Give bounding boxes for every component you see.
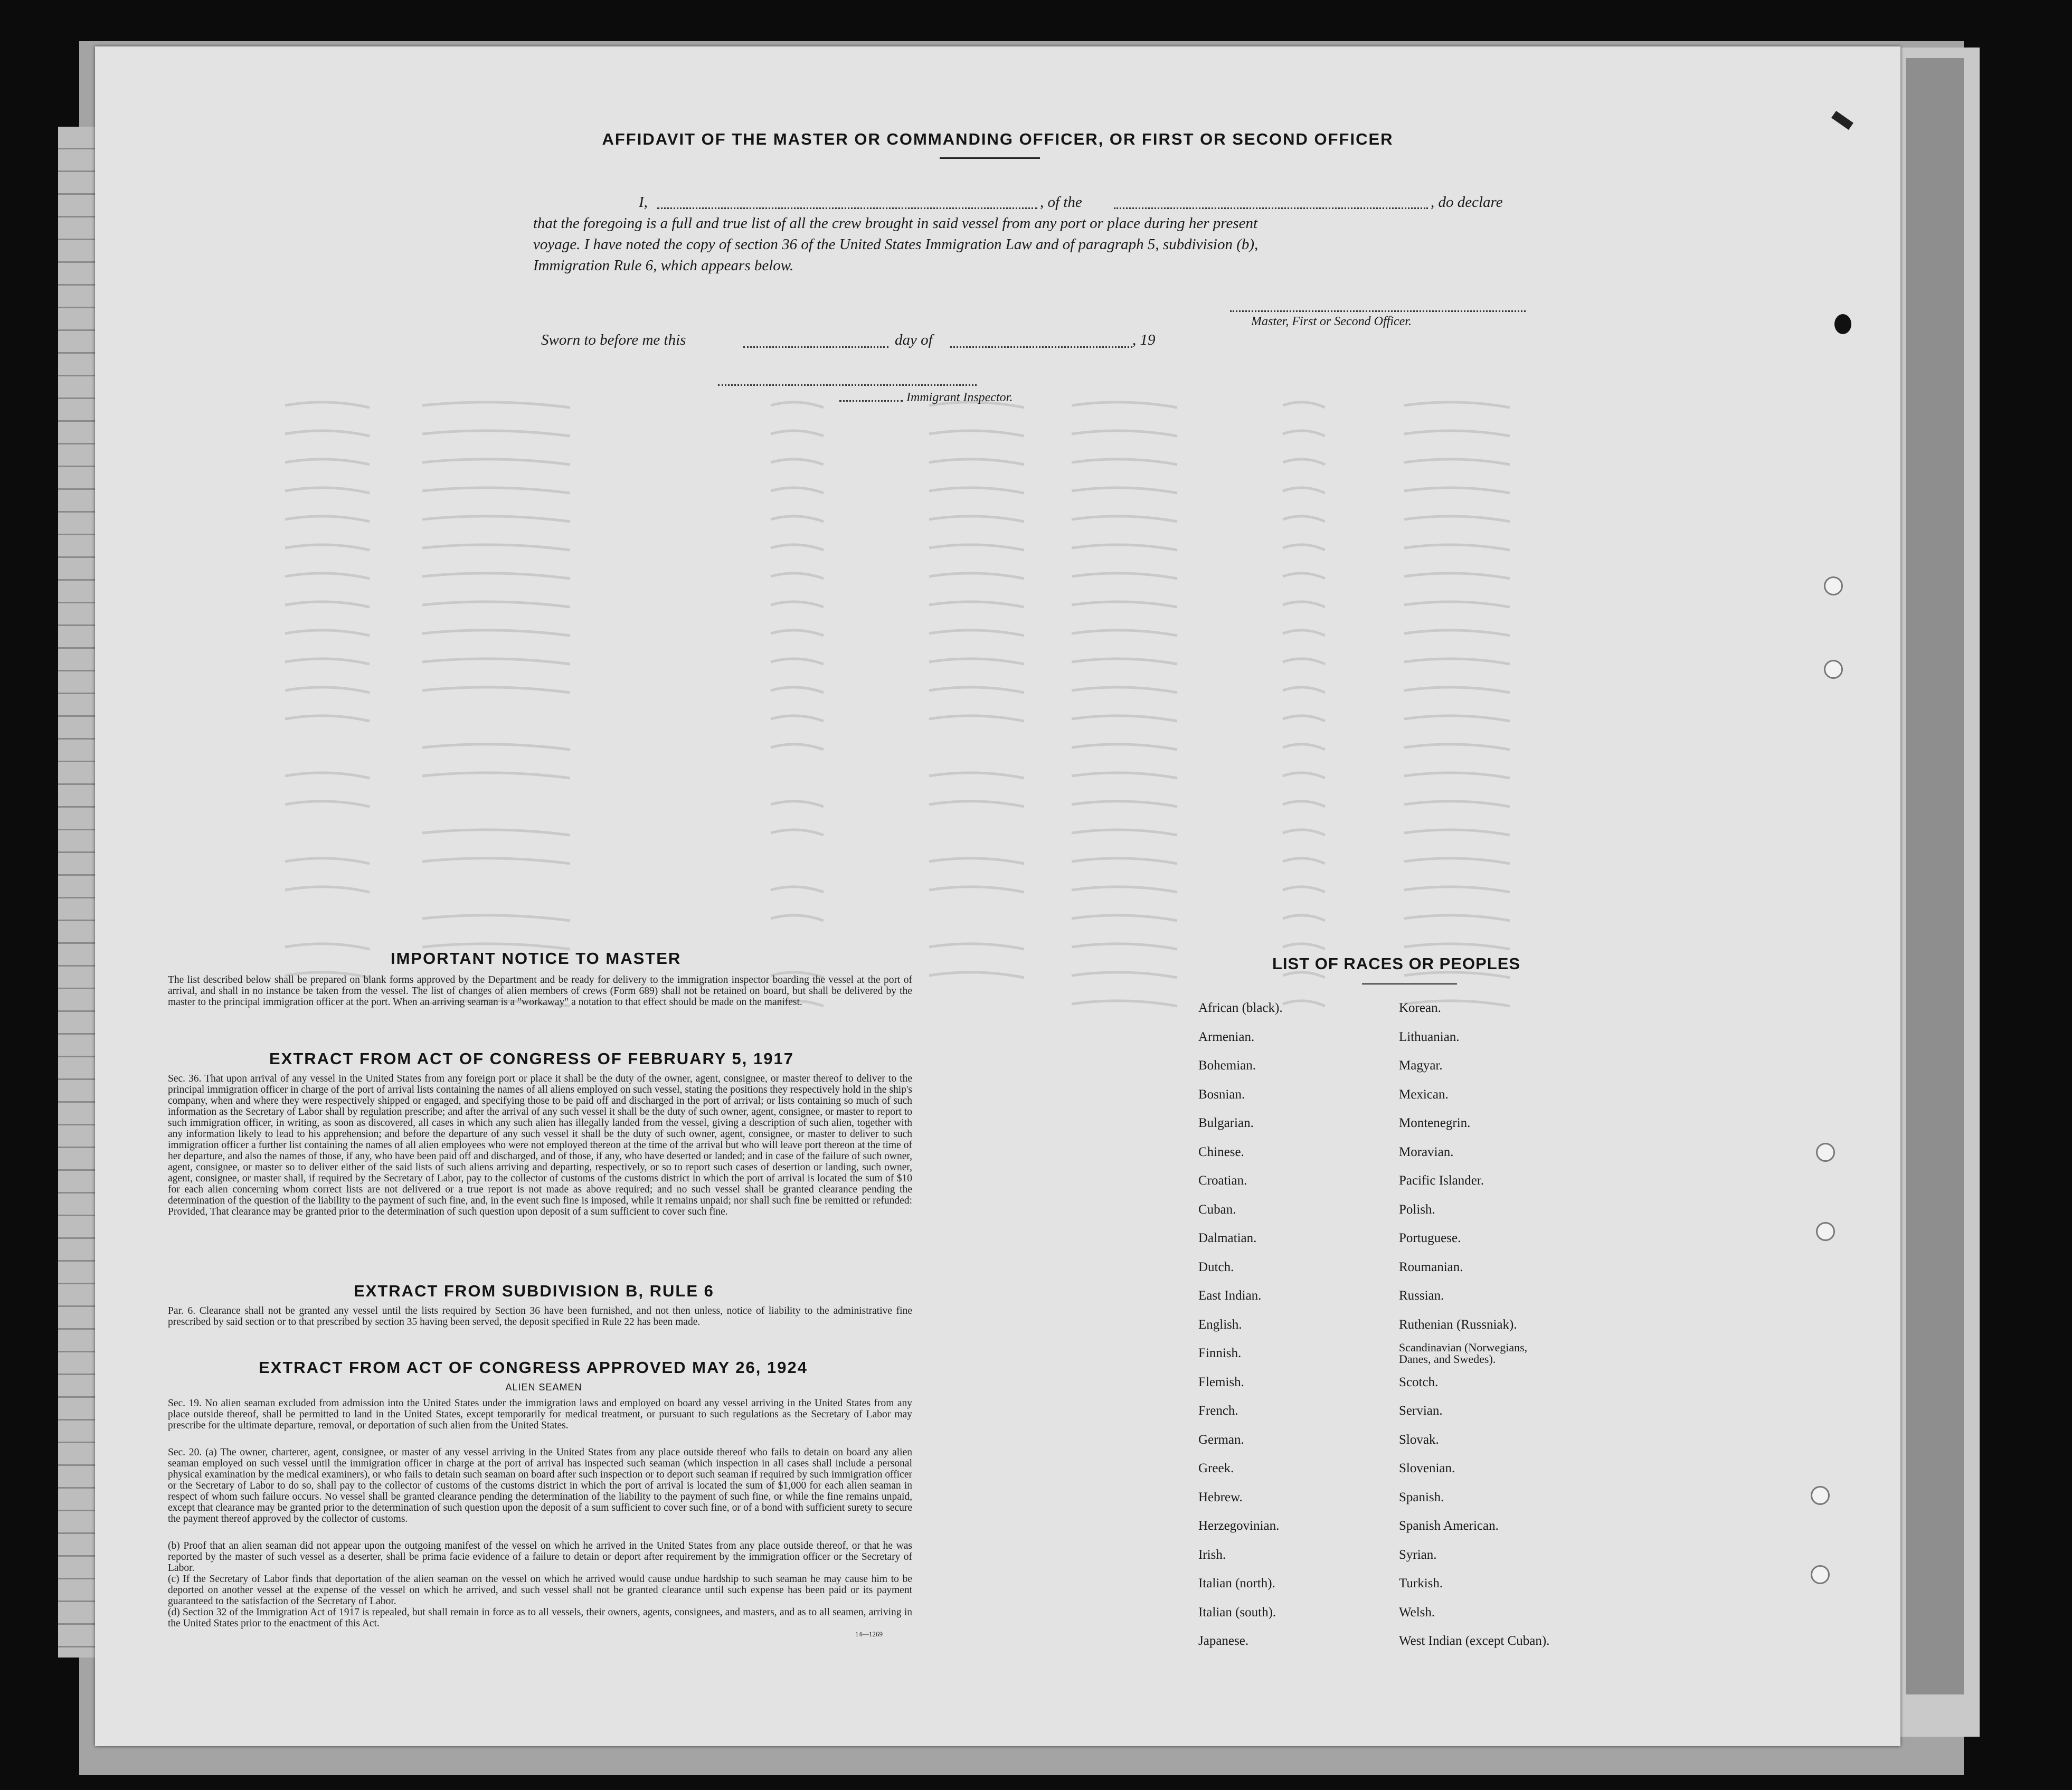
vessel-blank xyxy=(1114,207,1428,209)
race-item: Mexican. xyxy=(1399,1087,1449,1102)
races-rule xyxy=(1362,983,1457,984)
race-item: Croatian. xyxy=(1198,1173,1247,1188)
race-item: Ruthenian (Russniak). xyxy=(1399,1317,1517,1332)
race-item: Scandinavian (Norwegians, Danes, and Swedes). xyxy=(1399,1341,1528,1366)
race-item: Japanese. xyxy=(1198,1634,1249,1648)
affidavit-line-4: Immigration Rule 6, which appears below. xyxy=(533,257,794,274)
race-item: Spanish American. xyxy=(1399,1519,1499,1533)
back-sheet-shadow xyxy=(1906,58,1964,1694)
race-item: Italian (north). xyxy=(1198,1576,1275,1590)
extract-1924-sec20d: (d) Section 32 of the Immigration Act of 1917 is repealed, but shall remain in force as to all vessels, their owners, agents, consignees, and masters, and as to all seamen, arriving in the United States prior to the enactment of this Act. xyxy=(168,1607,912,1629)
master-label: Master, First or Second Officer. xyxy=(1251,315,1412,328)
race-item: Spanish. xyxy=(1399,1490,1444,1504)
extract-1917-body: Sec. 36. That upon arrival of any vessel in the United States from any foreign port or place it shall be the duty of the owner, agent, consignee, or master thereof to deliver to the principal immigration officer in charge of the port of arrival lists containing the names of all aliens employed on such vessel, stating the positions they respectively hold in the ship's company, when and where they were respectively shipped or engaged, and specifying those to be paid off and discharged in the port of arrival; or lists containing so much of such information as the Secretary of Labor shall by regulation prescribe; and after the arrival of any such vessel it shall be the duty of such owner, agent, consignee, or master to report to such immigration officer, in writing, as soon as discovered, all cases in which any such alien has illegally landed from the vessel, giving a description of such alien, together with any information likely to lead to his apprehension; and before the departure of any such vessel it shall be the duty of such owner, agent, consignee, or master to deliver to such immigration officer a further list containing the names of all alien employees who were not employed thereon at the time of the arrival but who will leave port thereon at the time of her departure, and also the names of those, if any, who have been paid off and discharged, and of those, if any, who have deserted or landed; and in case of the failure of such owner, agent, consignee, or master so to deliver either of the said lists of such aliens arriving and departing, respectively, or so to report such cases of desertion or landing, such owner, agent, consignee, or master shall, if required by the Secretary of Labor, pay to the collector of customs of the customs district in which the port of arrival is located the sum of $10 for each alien concerning whom correct lists are not delivered or a true report is not made as above required; and no such vessel shall be granted clearance pending the determination of the question of the liability to the payment of such fine, and, in the event such fine is imposed, while it remains unpaid; nor shall such fine be remitted or refunded: Provided, That clearance may be granted prior to the determination of such question upon deposit of a sum sufficient to cover such fine. xyxy=(168,1073,912,1217)
month-blank xyxy=(950,346,1132,348)
race-item: Welsh. xyxy=(1399,1605,1435,1619)
race-item: Dutch. xyxy=(1198,1259,1234,1274)
inspector-signature-line xyxy=(718,384,977,386)
race-item: Bulgarian. xyxy=(1198,1116,1254,1130)
binder-hole xyxy=(1811,1486,1830,1505)
race-item: French. xyxy=(1198,1404,1238,1418)
extract-1924-sec19: Sec. 19. No alien seaman excluded from admission into the United States under the immigration laws and employed on board any vessel arriving in the United States from any place outside thereof, shall be permitted to land in the United States, except temporarily for medical treatment, or pursuant to such regulations as the Secretary of Labor may prescribe for the ultimate departure, removal, or deportation of such alien from the United States. xyxy=(168,1398,912,1431)
sworn-line xyxy=(541,332,686,349)
affidavit-body xyxy=(533,192,1578,276)
form-number: 14—1269 xyxy=(855,1630,883,1638)
sworn-text: Sworn to before me this xyxy=(541,332,686,348)
name-blank xyxy=(657,207,1037,209)
binder-hole xyxy=(1824,576,1843,595)
race-item: Flemish. xyxy=(1198,1375,1244,1389)
race-item: Dalmatian. xyxy=(1198,1231,1257,1245)
race-item: Herzegovinian. xyxy=(1198,1519,1280,1533)
race-item: Montenegrin. xyxy=(1399,1116,1471,1130)
races-title: LIST OF RACES OR PEOPLES xyxy=(1272,954,1521,973)
race-item: Polish. xyxy=(1399,1202,1435,1217)
binder-hole xyxy=(1816,1222,1835,1241)
extract-rule6-body: Par. 6. Clearance shall not be granted any vessel until the lists required by Section 36 have been furnished, and not then unless, notice of liability to the administrative fine prescribed by said section or to that prescribed by section 35 having been served, the deposit specified in Rule 22 has been made. xyxy=(168,1305,912,1328)
binder-hole xyxy=(1824,660,1843,679)
race-item: German. xyxy=(1198,1432,1244,1447)
inspector-dots xyxy=(839,400,903,402)
binder-hole xyxy=(1811,1565,1830,1584)
race-item: Roumanian. xyxy=(1399,1259,1463,1274)
race-item: West Indian (except Cuban). xyxy=(1399,1634,1550,1648)
extract-1924-title: EXTRACT FROM ACT OF CONGRESS APPROVED MAY 26, 1924 xyxy=(259,1358,808,1377)
affidavit-do-declare: , do declare xyxy=(1431,194,1503,211)
race-item: Syrian. xyxy=(1399,1547,1437,1562)
day-blank xyxy=(743,346,888,348)
affidavit-of-the: , of the xyxy=(1040,194,1082,211)
notice-body: The list described below shall be prepared on blank forms approved by the Department and be ready for delivery to the immigration inspector boarding the vessel at the port of arrival, and shall in no instance be taken from the vessel. The list of changes of alien members of crews (Form 689) shall not be retained on board, but shall be delivered by the master to the principal immigration officer at the port. When an arriving seaman is a "workaway" a notation to that effect should be made on the manifest. xyxy=(168,974,912,1008)
sworn-day-of: day of xyxy=(895,332,933,348)
race-item: Armenian. xyxy=(1198,1029,1255,1044)
race-item: Pacific Islander. xyxy=(1399,1173,1484,1188)
race-item: Moravian. xyxy=(1399,1144,1454,1159)
extract-1924-sec20a: Sec. 20. (a) The owner, charterer, agent, consignee, or master of any vessel arriving in the United States from any place outside thereof who fails to detain on board any alien seaman employed on such vessel until the immigration officer in charge at the port of arrival has inspected such seaman (which inspection in all cases shall include a personal physical examination by the medical examiners), or who fails to detain such seaman on board after such inspection or to deport such seaman if required by such immigration officer or the Secretary of Labor to do so, shall pay to the collector of customs of the customs district in which the port of arrival is located the sum of $1,000 for each alien seaman in respect of whom such failure occurs. No vessel shall be granted clearance pending the determination of the liability to the payment of such fine, or while the fine remains unpaid, except that clearance may be granted prior to the determination of such question upon the deposit of a sum sufficient to cover such fine, or of a bond with sufficient surety to secure the payment thereof approved by the collector of customs. xyxy=(168,1447,912,1524)
binder-hole xyxy=(1816,1143,1835,1162)
race-item: Slovak. xyxy=(1399,1432,1439,1447)
race-item: Finnish. xyxy=(1198,1346,1242,1360)
race-item: Slovenian. xyxy=(1399,1461,1455,1475)
race-item: Hebrew. xyxy=(1198,1490,1243,1504)
sworn-year: , 19 xyxy=(1132,332,1156,348)
race-item: Korean. xyxy=(1399,1001,1441,1015)
extract-1924-sec20c: (c) If the Secretary of Labor finds that deportation of the alien seaman on the vessel on which he arrived would cause undue hardship to such seaman he may cause him to be deported on another vessel at the expense of the vessel on which he arrived, and such vessel shall not be granted clearance until such expense has been paid or its payment guaranteed to the satisfaction of the Secretary of Labor. xyxy=(168,1574,912,1607)
race-item: Cuban. xyxy=(1198,1202,1236,1217)
affidavit-line-2: that the foregoing is a full and true list of all the crew brought in said vessel from any port or place during her present xyxy=(533,215,1258,232)
extract-1917-title: EXTRACT FROM ACT OF CONGRESS OF FEBRUARY 5, 1917 xyxy=(269,1049,794,1068)
punch-mark xyxy=(1834,314,1851,334)
inspector-label: Immigrant Inspector. xyxy=(906,391,1013,404)
race-item: Chinese. xyxy=(1198,1144,1244,1159)
race-item: Magyar. xyxy=(1399,1058,1443,1073)
race-item: Servian. xyxy=(1399,1404,1443,1418)
master-signature-line xyxy=(1230,310,1526,312)
race-item: Bohemian. xyxy=(1198,1058,1256,1073)
race-item: Lithuanian. xyxy=(1399,1029,1460,1044)
race-item: East Indian. xyxy=(1198,1289,1262,1303)
race-item: Bosnian. xyxy=(1198,1087,1245,1102)
title-rule xyxy=(940,157,1040,159)
race-item: African (black). xyxy=(1198,1001,1283,1015)
race-item: Turkish. xyxy=(1399,1576,1443,1590)
extract-1924-sec20b: (b) Proof that an alien seaman did not appear upon the outgoing manifest of the vessel on which he arrived in the United States from any place outside thereof, or that he was reported by the master of such vessel as a deserter, shall be prima facie evidence of a failure to detain or deport after requirement by the immigration officer or the Secretary of Labor. xyxy=(168,1540,912,1574)
race-item: Greek. xyxy=(1198,1461,1234,1475)
affidavit-title: AFFIDAVIT OF THE MASTER OR COMMANDING OFFICER, OR FIRST OR SECOND OFFICER xyxy=(602,130,1394,148)
manifest-page xyxy=(95,46,1900,1746)
race-item: Russian. xyxy=(1399,1289,1444,1303)
notice-title: IMPORTANT NOTICE TO MASTER xyxy=(391,949,682,968)
race-item: English. xyxy=(1198,1317,1242,1332)
affidavit-line-3: voyage. I have noted the copy of section 36 of the United States Immigration Law and of paragraph 5, subdivision (b), xyxy=(533,236,1259,253)
alien-seamen-subtitle: ALIEN SEAMEN xyxy=(505,1382,582,1393)
extract-rule6-title: EXTRACT FROM SUBDIVISION B, RULE 6 xyxy=(354,1282,714,1300)
race-item: Scotch. xyxy=(1399,1375,1439,1389)
race-item: Portuguese. xyxy=(1399,1231,1461,1245)
ruled-ledger-edge xyxy=(58,127,95,1658)
race-item: Italian (south). xyxy=(1198,1605,1276,1619)
affidavit-i: I, xyxy=(639,194,648,211)
race-item: Irish. xyxy=(1198,1547,1226,1562)
affidavit-line-1 xyxy=(533,192,1578,213)
